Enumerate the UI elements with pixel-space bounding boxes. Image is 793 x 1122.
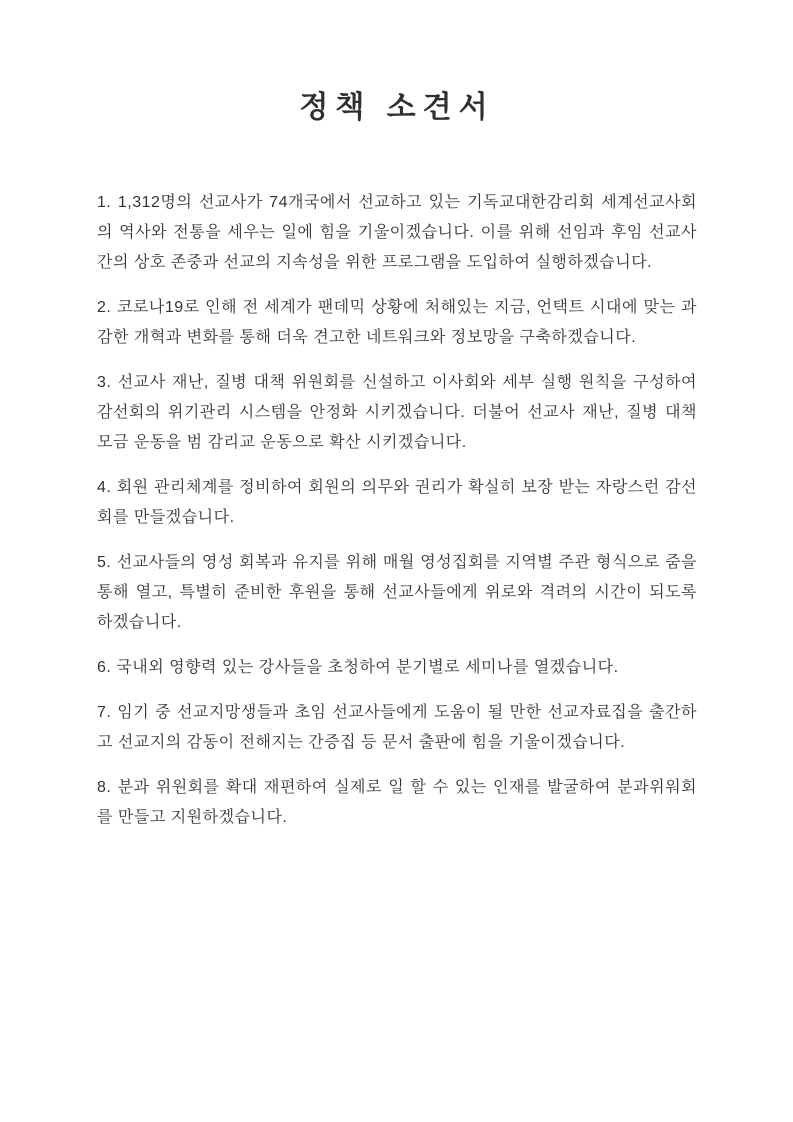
- document-body: [97, 188, 697, 833]
- page-title: 정책 소견서: [299, 91, 495, 124]
- paragraph: 3. 선교사 재난, 질병 대책 위원회를 신설하고 이사회와 세부 실행 원칙을 구성하여 감선회의 위기관리 시스템을 안정화 시키겠습니다. 더불어 선교사 재난, 질병 대책 모금 운동을 범 감리교 운동으로 확산 시키겠습니다.: [97, 374, 697, 451]
- paragraph: 4. 회원 관리체계를 정비하여 회원의 의무와 권리가 확실히 보장 받는 자랑스런 감선회를 만들겠습니다.: [97, 479, 697, 526]
- paragraph: 1. 1,312명의 선교사가 74개국에서 선교하고 있는 기독교대한감리회 세계선교사회의 역사와 전통을 세우는 일에 힘을 기울이겠습니다. 이를 위해 선임과 후임 선교사 간의 상호 존중과 선교의 지속성을 위한 프로그램을 도입하여 실행하겠습니다.: [97, 194, 697, 271]
- paragraph: 7. 임기 중 선교지망생들과 초임 선교사들에게 도움이 될 만한 선교자료집을 출간하고 선교지의 감동이 전해지는 간증집 등 문서 출판에 힘을 기울이겠습니다.: [97, 704, 697, 751]
- paragraph: 8. 분과 위원회를 확대 재편하여 실제로 일 할 수 있는 인재를 발굴하여 분과위워회를 만들고 지원하겠습니다.: [97, 779, 697, 826]
- paragraph: 2. 코로나19로 인해 전 세계가 팬데믹 상황에 처해있는 지금, 언택트 시대에 맞는 과감한 개혁과 변화를 통해 더욱 견고한 네트워크와 정보망을 구축하겠습니다.: [97, 299, 697, 346]
- paragraph: 5. 선교사들의 영성 회복과 유지를 위해 매월 영성집회를 지역별 주관 형식으로 줌을 통해 열고, 특별히 준비한 후원을 통해 선교사들에게 위로와 격려의 시간이 되도록 하겠습니다.: [97, 554, 697, 631]
- paragraph: 6. 국내외 영향력 있는 강사들을 초청하여 분기별로 세미나를 열겠습니다.: [97, 659, 619, 676]
